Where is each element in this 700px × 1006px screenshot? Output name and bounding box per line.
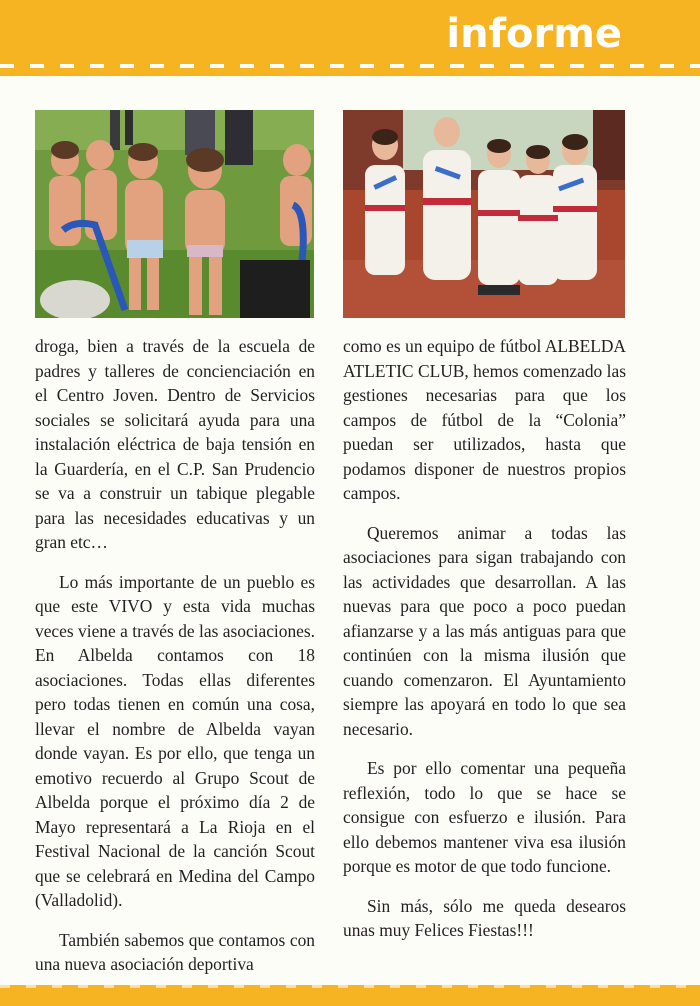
children-traditional-costume-photo	[343, 110, 625, 318]
footer-dashed-line	[0, 985, 700, 988]
paragraph: También sabemos que contamos con una nueva asociación deportiva	[35, 929, 315, 974]
paragraph: droga, bien a través de la escuela de padres y talleres de concienciación en el Centro Joven. Dentro de Servicios sociales se solicitará ayuda para una instalación eléctrica de baja tensión en la Guardería, en el C.P. San Prudencio se va a construir un tabique plegable para las necesidades educativas y un gran etc…	[35, 336, 315, 552]
article-column-right	[343, 334, 626, 958]
children-outdoor-photo	[35, 110, 314, 318]
paragraph: Sin más, sólo me queda desearos unas muy Felices Fiestas!!!	[343, 895, 626, 940]
article-column-left	[35, 334, 315, 992]
section-title: informe	[446, 11, 622, 57]
header-dashed-line	[0, 64, 700, 68]
paragraph: Queremos animar a todas las asociaciones para sigan trabajando con las actividades que desarrollan. A las nuevas para que poco a poco puedan afianzarse y a las más antiguas para que continúen con la misma ilusión que cuando comenzaron. El Ayuntamiento siempre las apoyará en todo lo que sea necesario.	[343, 522, 626, 739]
page-footer-band	[0, 985, 700, 1006]
paragraph: como es un equipo de fútbol ALBELDA ATLETIC CLUB, hemos comenzado las gestiones necesarias para que los campos de fútbol de la “Colonia” puedan ser utilizados, hasta que podamos disponer de nuestros propios campos.	[343, 336, 626, 503]
paragraph: Es por ello comentar una pequeña reflexión, todo lo que se hace se consigue con esfuerzo e ilusión. Para ello debemos mantener viva esa ilusión porque es motor de que todo funcione.	[343, 758, 626, 876]
paragraph: Lo más importante de un pueblo es que este VIVO y esta vida muchas veces viene a través de las asociaciones. En Albelda contamos con 18 asociaciones. Todas ellas diferentes pero todas tienen en común una cosa, llevar el nombre de Albelda vayan donde vayan. Es por ello, que tenga un emotivo recuerdo al Grupo Scout de Albelda porque el próximo día 2 de Mayo representará a La Rioja en el Festival Nacional de la canción Scout que se celebrará en Medina del Campo (Valladolid).	[35, 571, 315, 910]
page-header	[0, 0, 700, 76]
